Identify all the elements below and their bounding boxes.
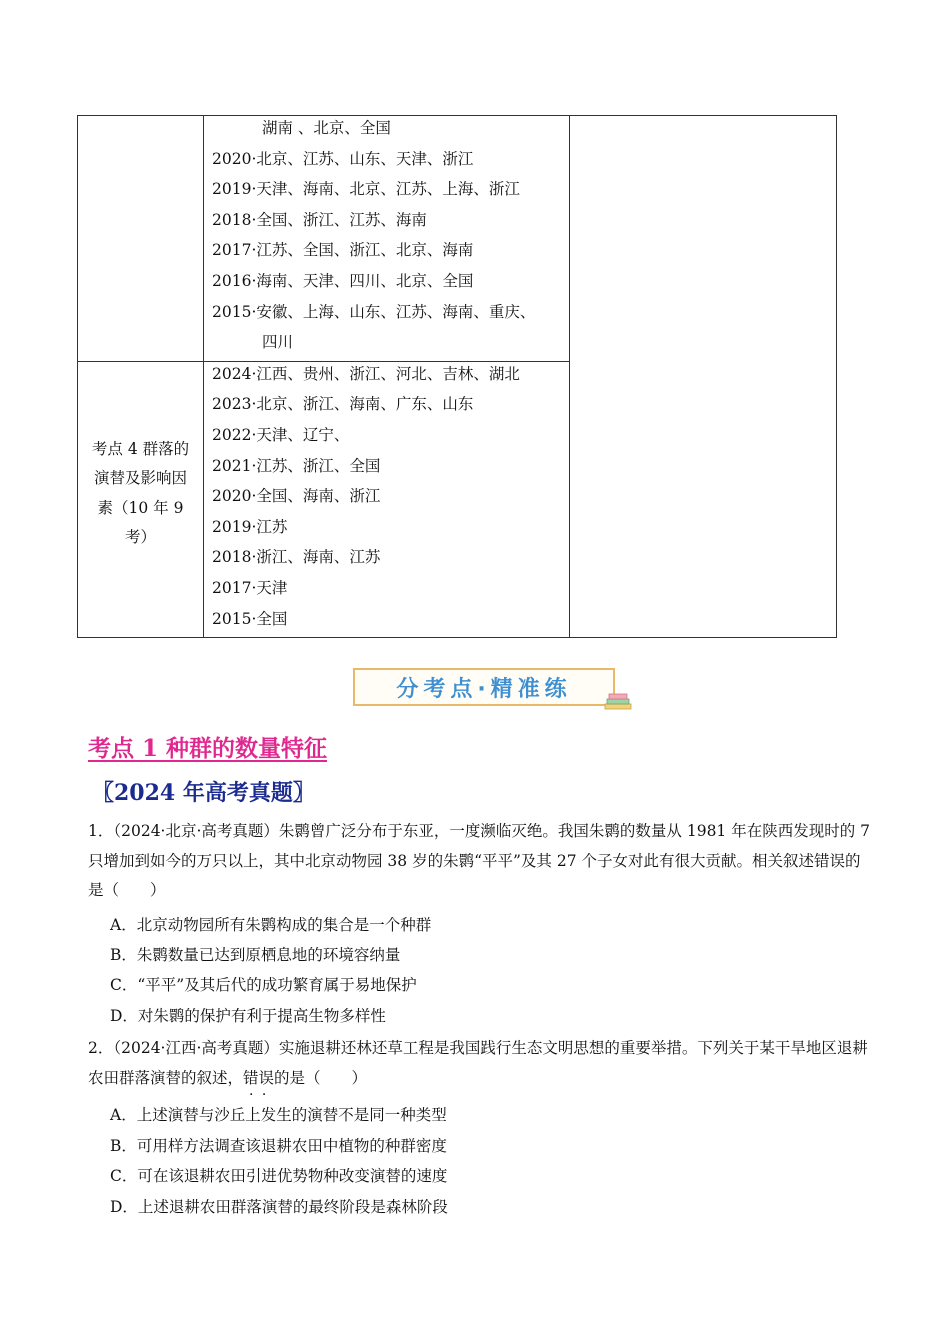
books-icon bbox=[603, 692, 633, 712]
question-option: C．“平平”及其后代的成功繁育属于易地保护 bbox=[110, 976, 417, 994]
topic-cell bbox=[78, 116, 204, 362]
year-line: 2018·全国、浙江、江苏、海南 bbox=[212, 210, 427, 229]
year-line: 2023·北京、浙江、海南、广东、山东 bbox=[212, 395, 474, 414]
year-line: 2018·浙江、海南、江苏 bbox=[212, 548, 381, 567]
year-line: 湖南 、北京、全国 bbox=[262, 119, 391, 137]
emphasis-word: 错误 · · bbox=[243, 1069, 274, 1087]
year-line: 2017·江苏、全国、浙江、北京、海南 bbox=[212, 241, 474, 260]
year-line: 2016·海南、天津、四川、北京、全国 bbox=[212, 271, 474, 290]
topic-line: 考） bbox=[124, 528, 156, 547]
question-option: C．可在该退耕农田引进优势物种改变演替的速度 bbox=[110, 1167, 448, 1185]
year-line: 2020·北京、江苏、山东、天津、浙江 bbox=[212, 149, 474, 168]
question-option: D．上述退耕农田群落演替的最终阶段是森林阶段 bbox=[110, 1198, 448, 1216]
question-option: B．可用样方法调查该退耕农田中植物的种群密度 bbox=[110, 1137, 447, 1155]
question-stem: 1．（2024·北京·高考真题）朱鹮曾广泛分布于东亚，一度濒临灭绝。我国朱鹮的数量从 1981 年在陕西发现时的 7 只增加到如今的万只以上，其中北京动物园 38 岁的朱鹮“平平”及其 27 个子女对此有很大贡献。相关叙述错误的是（ ） bbox=[88, 822, 871, 899]
section-heading: 考点 1 种群的数量特征 bbox=[88, 735, 328, 762]
topic-line: 演替及影响因 bbox=[93, 469, 187, 488]
year-line: 2020·全国、海南、浙江 bbox=[212, 487, 381, 506]
question-stem-text: 的是（ ） bbox=[274, 1068, 368, 1087]
year-heading: 〖2024 年高考真题〗 bbox=[92, 780, 315, 806]
year-line: 2022·天津、辽宁、 bbox=[212, 425, 350, 444]
question-stem-text: 2．（2024·江西·高考真题）实施退耕还林还草工程是我国践行生态文明思想的重要举措。下列关于某干旱地区退耕农田群落演替的叙述， bbox=[88, 1039, 868, 1087]
table-row bbox=[78, 116, 837, 362]
year-line: 2015·安徽、上海、山东、江苏、海南、重庆、 bbox=[212, 302, 536, 321]
question-option: D．对朱鹮的保护有利于提高生物多样性 bbox=[110, 1007, 386, 1025]
years-cell bbox=[204, 361, 570, 637]
year-line: 2017·天津 bbox=[212, 578, 288, 597]
year-line: 2019·天津、海南、北京、江苏、上海、浙江 bbox=[212, 180, 520, 199]
question-option: A．北京动物园所有朱鹮构成的集合是一个种群 bbox=[110, 916, 432, 934]
question-option: A．上述演替与沙丘上发生的演替不是同一种类型 bbox=[110, 1106, 447, 1124]
notes-cell bbox=[570, 116, 837, 638]
topic-line: 素（10 年 9 bbox=[97, 498, 184, 517]
year-line: 2024·江西、贵州、浙江、河北、吉林、湖北 bbox=[212, 364, 520, 383]
question-option: B．朱鹮数量已达到原栖息地的环境容纳量 bbox=[110, 946, 401, 964]
year-line: 四川 bbox=[262, 333, 294, 352]
year-line: 2019·江苏 bbox=[212, 517, 288, 536]
topic-line: 考点 4 群落的 bbox=[91, 439, 190, 458]
exam-frequency-table bbox=[77, 115, 837, 638]
question-stem bbox=[88, 1034, 873, 1093]
year-line: 2015·全国 bbox=[212, 609, 288, 628]
year-line: 2021·江苏、浙江、全国 bbox=[212, 456, 381, 475]
section-banner: 分考点·精准练 bbox=[353, 668, 615, 706]
years-cell bbox=[204, 116, 570, 362]
topic-cell bbox=[78, 361, 204, 637]
